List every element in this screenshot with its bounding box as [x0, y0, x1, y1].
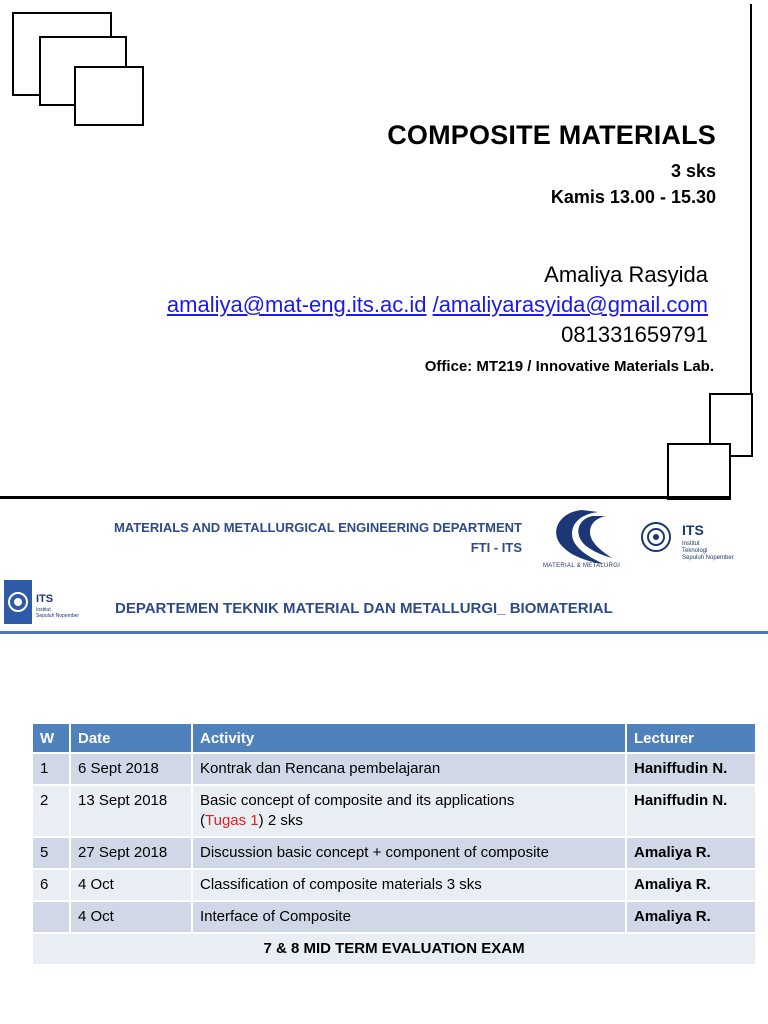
its-logo-subtitle: Institut: [682, 541, 700, 547]
header-lecturer: Lecturer: [626, 724, 755, 753]
its-logo-subtitle: Sepuluh Nopember: [682, 555, 734, 561]
its-logo: [636, 505, 734, 569]
course-schedule: Kamis 13.00 - 15.30: [550, 187, 716, 207]
department-name-id: DEPARTEMEN TEKNIK MATERIAL DAN METALLURGI_ BIOMATERIAL: [115, 600, 613, 617]
lecturer-phone: 081331659791: [561, 322, 708, 347]
cell-activity: Classification of composite materials 3 sks: [192, 869, 626, 901]
cell-activity: Kontrak dan Rencana pembelajaran: [192, 753, 626, 785]
cell-activity: [192, 785, 626, 837]
cell-activity: Discussion basic concept + component of composite: [192, 837, 626, 869]
activity-text: (: [200, 812, 205, 829]
title-slide: [0, 0, 768, 500]
cell-date: 6 Sept 2018: [70, 753, 192, 785]
faculty-line: FTI - ITS: [470, 540, 522, 555]
table-row: [33, 837, 755, 869]
header-activity: Activity: [192, 724, 626, 753]
cell-lecturer: Haniffudin N.: [626, 753, 755, 785]
its-logo-small-mark: ITS: [36, 593, 54, 605]
decor-horizontal-line: [0, 496, 730, 499]
activity-text: ) 2 sks: [258, 812, 303, 829]
cell-week: 1: [33, 753, 70, 785]
cell-date: 4 Oct: [70, 869, 192, 901]
decor-vertical-line: [750, 4, 752, 396]
email-secondary-link[interactable]: /amaliyarasyida@gmail.com: [432, 292, 708, 317]
cell-date: 13 Sept 2018: [70, 785, 192, 837]
cell-week: 6: [33, 869, 70, 901]
exam-row: [33, 933, 755, 964]
table-row: [33, 901, 755, 933]
table-row: [33, 869, 755, 901]
exam-label: 7 & 8 MID TERM EVALUATION EXAM: [33, 933, 755, 964]
material-metalurgi-logo-text: MATERIAL & METALURGI: [543, 563, 621, 569]
lecturer-office: Office: MT219 / Innovative Materials Lab.: [424, 358, 714, 375]
table-row: [33, 785, 755, 837]
assignment-highlight: Tugas 1: [205, 812, 259, 829]
cell-lecturer: Amaliya R.: [626, 837, 755, 869]
cell-lecturer: Haniffudin N.: [626, 785, 755, 837]
cell-week: 2: [33, 785, 70, 837]
header-divider: [0, 631, 768, 634]
cell-week: 5: [33, 837, 70, 869]
table-header-row: [33, 724, 755, 753]
course-title: COMPOSITE MATERIALS: [387, 120, 716, 150]
cell-lecturer: Amaliya R.: [626, 869, 755, 901]
cell-activity: Interface of Composite: [192, 901, 626, 933]
table-row: [33, 753, 755, 785]
lecturer-emails: [167, 292, 708, 318]
decor-square: [74, 66, 144, 126]
department-line: MATERIALS AND METALLURGICAL ENGINEERING DEPARTMENT: [113, 520, 522, 535]
its-logo-mark: ITS: [682, 522, 704, 538]
its-logo-small-subtitle: Sepuluh Nopember: [36, 613, 80, 619]
cell-date: 27 Sept 2018: [70, 837, 192, 869]
cell-date: 4 Oct: [70, 901, 192, 933]
its-logo-small-subtitle: Institut: [36, 607, 51, 613]
cell-lecturer: Amaliya R.: [626, 901, 755, 933]
header-date: Date: [70, 724, 192, 753]
decor-square: [667, 443, 731, 500]
schedule-table: [33, 724, 755, 964]
header-week: W: [33, 724, 70, 753]
department-name-en: [114, 518, 522, 558]
activity-text: Basic concept of composite and its applications: [200, 792, 515, 809]
lecturer-name: Amaliya Rasyida: [544, 262, 708, 287]
its-logo-subtitle: Teknologi: [682, 548, 708, 554]
course-credits: 3 sks: [670, 161, 716, 181]
email-primary-link[interactable]: amaliya@mat-eng.its.ac.id: [166, 292, 427, 317]
its-logo-small: [4, 578, 88, 626]
cell-week: [33, 901, 70, 933]
